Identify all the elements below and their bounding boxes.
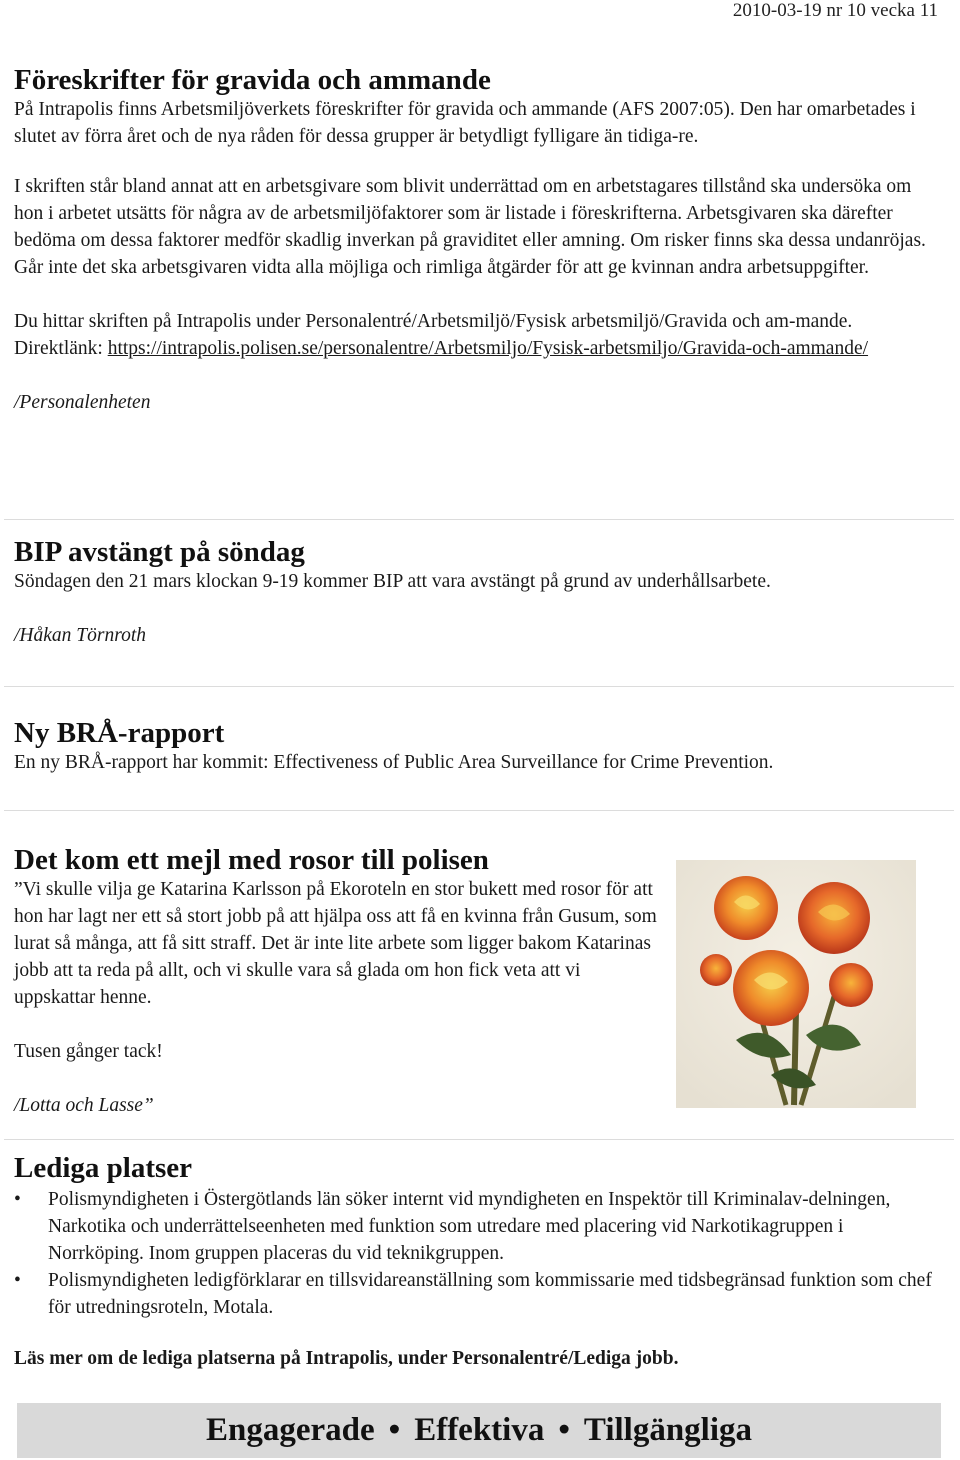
divider xyxy=(4,810,954,811)
bullet-icon: • xyxy=(14,1189,21,1210)
jobs-list xyxy=(14,1186,944,1321)
bullet-icon: • xyxy=(14,1270,21,1291)
section-jobs xyxy=(14,1152,944,1372)
roses-signature: /Lotta och Lasse” xyxy=(14,1095,154,1116)
bip-title: BIP avstängt på söndag xyxy=(14,536,305,568)
section-bip xyxy=(14,536,944,649)
list-item xyxy=(14,1267,944,1321)
divider xyxy=(4,519,954,520)
section-gravida xyxy=(14,64,944,416)
gravida-paragraph-1: På Intrapolis finns Arbetsmiljöverkets föreskrifter för gravida och ammande (AFS 2007:05). Den har omarbetades i slutet av förra året och de nya råden för dessa grupper är betydligt fylligare än tidiga-re. xyxy=(14,99,916,147)
jobs-title: Lediga platser xyxy=(14,1152,193,1184)
bip-signature: /Håkan Törnroth xyxy=(14,625,146,646)
list-item xyxy=(14,1186,944,1267)
bra-body: En ny BRÅ-rapport har kommit: Effectiveness of Public Area Surveillance for Crime Prevention. xyxy=(14,752,774,773)
bip-body: Söndagen den 21 mars klockan 9-19 kommer BIP att vara avstängt på grund av underhållsarbete. xyxy=(14,571,771,592)
job-item-text: Polismyndigheten i Östergötlands län söker internt vid myndigheten en Inspektör till Kriminalav-delningen, Narkotika och underrättelseenheten med funktion som utredare med placering vid Narkotikagruppen i Norrköping. Inom gruppen placeras du vid teknikgruppen. xyxy=(48,1189,891,1264)
slogan-word-engagerade: Engagerade xyxy=(205,1412,375,1448)
roses-body: ”Vi skulle vilja ge Katarina Karlsson på Ekoroteln en stor bukett med rosor för att hon har lagt ner ett så stort jobb på att hjälpa oss att få en kvinna från Gusum, som lurat så många, att få sitt straff. Det är inte lite arbete som ligger bakom Katarinas jobb att ta reda på allt, och vi skulle vara så glada om hon fick veta att vi uppskattar henne. xyxy=(14,879,657,1008)
issue-date-line: 2010-03-19 nr 10 vecka 11 xyxy=(732,0,938,21)
gravida-paragraph-2: I skriften står bland annat att en arbetsgivare som blivit underrättad om en arbetstagares tillstånd ska undersöka om hon i arbetet utsätts för några av de arbetsmiljöfaktorer som är listade i föreskrifterna. Arbetsgivaren ska därefter bedöma om dessa faktorer medför skadlig inverkan på graviditet eller amning. Om risker finns ska dessa undanröjas. Går inte det ska arbetsgivaren vidta alla möjliga och rimliga åtgärder för att ge kvinnan andra arbetsuppgifter. xyxy=(14,176,926,278)
slogan-word-tillgangliga: Tillgängliga xyxy=(583,1412,753,1448)
direct-link[interactable]: https://intrapolis.polisen.se/personalentre/Arbetsmiljo/Fysisk-arbetsmiljo/Gravida-och-ammande/ xyxy=(107,338,869,359)
slogan-word-effektiva: Effektiva xyxy=(414,1412,545,1448)
gravida-paragraph-3-text: Du hittar skriften på Intrapolis under Personalentré/Arbetsmiljö/Fysisk arbetsmiljö/Gravida och am-mande. Direktlänk: xyxy=(14,311,853,359)
slogan-separator: • xyxy=(388,1412,401,1448)
section-roses xyxy=(14,844,664,1119)
jobs-read-more: Läs mer om de lediga platserna på Intrapolis, under Personalentré/Lediga jobb. xyxy=(14,1348,679,1369)
divider xyxy=(4,686,954,687)
job-item-text: Polismyndigheten ledigförklarar en tillsvidareanställning som kommissarie med tidsbegränsad funktion som chef för utredningsroteln, Motala. xyxy=(48,1270,932,1318)
roses-thanks: Tusen gånger tack! xyxy=(14,1041,163,1062)
gravida-signature: /Personalenheten xyxy=(14,392,151,413)
roses-photo xyxy=(676,860,916,1108)
divider xyxy=(4,1139,954,1140)
slogan-separator: • xyxy=(558,1412,570,1448)
gravida-title: Föreskrifter för gravida och ammande xyxy=(14,64,491,96)
roses-title: Det kom ett mejl med rosor till polisen xyxy=(14,844,489,876)
bra-title: Ny BRÅ-rapport xyxy=(14,717,225,749)
gravida-paragraph-3 xyxy=(14,308,944,362)
section-bra xyxy=(14,717,944,776)
footer-slogan-bar xyxy=(17,1403,941,1458)
